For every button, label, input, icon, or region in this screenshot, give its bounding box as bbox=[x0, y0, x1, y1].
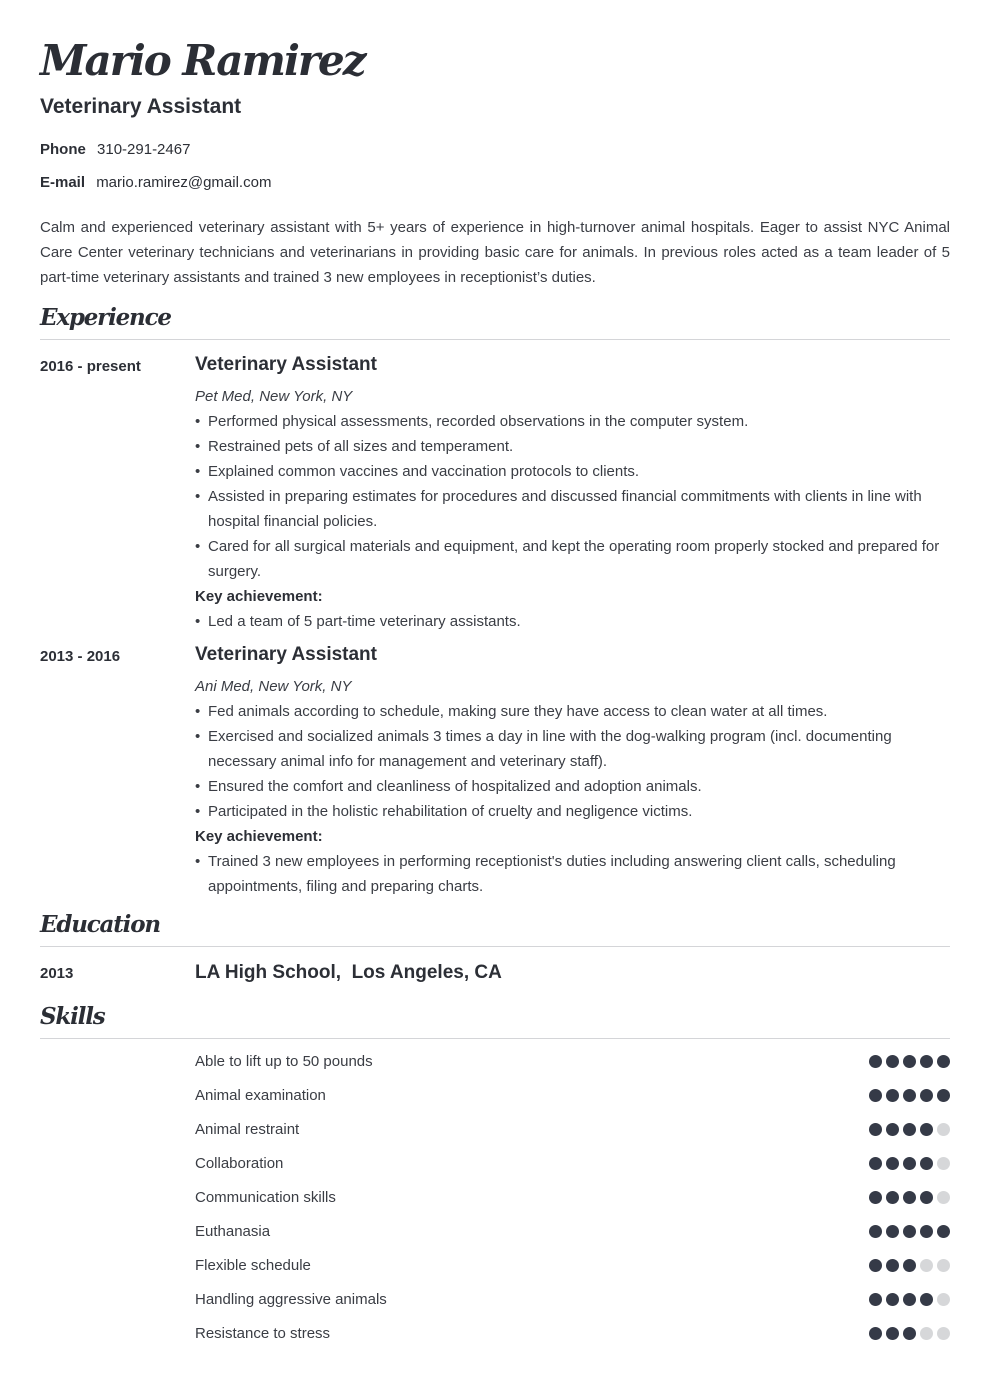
skill-name: Handling aggressive animals bbox=[195, 1291, 387, 1308]
candidate-name: Mario Ramirez bbox=[40, 36, 365, 85]
education-divider bbox=[40, 946, 950, 947]
skill-row bbox=[195, 1183, 950, 1217]
list-item: • Performed physical assessments, recorded observations in the computer system. bbox=[195, 409, 950, 434]
skill-rating bbox=[869, 1293, 950, 1306]
rating-dot-filled bbox=[869, 1259, 882, 1272]
rating-dot-filled bbox=[886, 1157, 899, 1170]
experience-role: Veterinary Assistant bbox=[195, 644, 377, 665]
list-item: • Explained common vaccines and vaccination protocols to clients. bbox=[195, 459, 950, 484]
email-value: mario.ramirez@gmail.com bbox=[96, 174, 272, 191]
rating-dot-filled bbox=[903, 1055, 916, 1068]
rating-dot-filled bbox=[886, 1089, 899, 1102]
rating-dot-empty bbox=[937, 1191, 950, 1204]
rating-dot-filled bbox=[886, 1191, 899, 1204]
list-item: • Ensured the comfort and cleanliness of hospitalized and adoption animals. bbox=[195, 774, 950, 799]
email-label: E-mail bbox=[40, 174, 86, 191]
list-item: • Led a team of 5 part-time veterinary assistants. bbox=[195, 609, 950, 634]
rating-dot-empty bbox=[937, 1293, 950, 1306]
skill-name: Animal examination bbox=[195, 1087, 326, 1104]
rating-dot-empty bbox=[937, 1327, 950, 1340]
rating-dot-filled bbox=[886, 1123, 899, 1136]
skill-row bbox=[195, 1149, 950, 1183]
rating-dot-filled bbox=[920, 1123, 933, 1136]
skill-row bbox=[195, 1285, 950, 1319]
skill-name: Flexible schedule bbox=[195, 1257, 311, 1274]
skill-rating bbox=[869, 1089, 950, 1102]
skill-rating bbox=[869, 1191, 950, 1204]
key-achievement-label: Key achievement: bbox=[195, 828, 323, 845]
experience-bullets bbox=[195, 409, 950, 584]
rating-dot-filled bbox=[920, 1293, 933, 1306]
skill-rating bbox=[869, 1225, 950, 1238]
rating-dot-filled bbox=[903, 1123, 916, 1136]
phone-label: Phone bbox=[40, 141, 86, 158]
rating-dot-filled bbox=[886, 1293, 899, 1306]
rating-dot-filled bbox=[869, 1327, 882, 1340]
rating-dot-filled bbox=[920, 1225, 933, 1238]
rating-dot-filled bbox=[869, 1055, 882, 1068]
skill-row bbox=[195, 1047, 950, 1081]
rating-dot-filled bbox=[937, 1089, 950, 1102]
skill-name: Euthanasia bbox=[195, 1223, 271, 1240]
rating-dot-filled bbox=[903, 1191, 916, 1204]
skill-name: Resistance to stress bbox=[195, 1325, 331, 1342]
skill-name: Communication skills bbox=[195, 1189, 336, 1206]
experience-company: Ani Med, New York, NY bbox=[195, 678, 352, 695]
experience-date: 2016 - present bbox=[40, 358, 141, 375]
list-item: • Trained 3 new employees in performing receptionist's duties including answering client calls, scheduling appointments, filing and preparing charts. bbox=[195, 849, 950, 899]
skill-rating bbox=[869, 1157, 950, 1170]
rating-dot-empty bbox=[937, 1123, 950, 1136]
rating-dot-filled bbox=[869, 1123, 882, 1136]
skill-rating bbox=[869, 1327, 950, 1340]
job-title: Veterinary Assistant bbox=[40, 95, 242, 118]
key-achievement-label: Key achievement: bbox=[195, 588, 323, 605]
rating-dot-filled bbox=[886, 1327, 899, 1340]
list-item: • Cared for all surgical materials and equipment, and kept the operating room properly stocked and prepared for surgery. bbox=[195, 534, 950, 584]
rating-dot-filled bbox=[886, 1259, 899, 1272]
skills-divider bbox=[40, 1038, 950, 1039]
list-item: • Exercised and socialized animals 3 times a day in line with the dog-walking program (incl. documenting necessary animal info for management and veterinary staff). bbox=[195, 724, 950, 774]
rating-dot-filled bbox=[903, 1259, 916, 1272]
summary-paragraph: Calm and experienced veterinary assistant with 5+ years of experience in high-turnover animal hospitals. Eager to assist NYC Animal Care Center veterinary technicians and veterinarians in providing basic care for animals. In previous roles acted as a team leader of 5 part-time veterinary assistants and trained 3 new employees in receptionist’s duties. bbox=[40, 219, 950, 286]
rating-dot-empty bbox=[920, 1327, 933, 1340]
skill-rating bbox=[869, 1123, 950, 1136]
skill-row bbox=[195, 1115, 950, 1149]
experience-body bbox=[195, 354, 950, 634]
rating-dot-filled bbox=[937, 1225, 950, 1238]
rating-dot-filled bbox=[903, 1157, 916, 1170]
experience-company: Pet Med, New York, NY bbox=[195, 388, 353, 405]
rating-dot-filled bbox=[903, 1293, 916, 1306]
experience-bullets bbox=[195, 699, 950, 824]
rating-dot-empty bbox=[937, 1157, 950, 1170]
rating-dot-filled bbox=[920, 1089, 933, 1102]
phone-value: 310-291-2467 bbox=[97, 141, 191, 158]
experience-divider bbox=[40, 339, 950, 340]
list-item: • Restrained pets of all sizes and temperament. bbox=[195, 434, 950, 459]
skills-list bbox=[195, 1047, 950, 1353]
skill-row bbox=[195, 1319, 950, 1353]
skill-rating bbox=[869, 1055, 950, 1068]
skill-row bbox=[195, 1081, 950, 1115]
rating-dot-filled bbox=[886, 1225, 899, 1238]
rating-dot-filled bbox=[886, 1055, 899, 1068]
rating-dot-filled bbox=[869, 1191, 882, 1204]
rating-dot-filled bbox=[937, 1055, 950, 1068]
rating-dot-filled bbox=[869, 1225, 882, 1238]
rating-dot-filled bbox=[903, 1327, 916, 1340]
skills-heading: Skills bbox=[40, 1003, 105, 1030]
skill-row bbox=[195, 1217, 950, 1251]
list-item: • Assisted in preparing estimates for procedures and discussed financial commitments with clients in line with hospital financial policies. bbox=[195, 484, 950, 534]
list-item: • Participated in the holistic rehabilitation of cruelty and negligence victims. bbox=[195, 799, 950, 824]
list-item: • Fed animals according to schedule, making sure they have access to clean water at all times. bbox=[195, 699, 950, 724]
experience-role: Veterinary Assistant bbox=[195, 354, 377, 375]
key-achievement-bullets bbox=[195, 609, 950, 634]
rating-dot-filled bbox=[869, 1157, 882, 1170]
rating-dot-filled bbox=[903, 1089, 916, 1102]
rating-dot-filled bbox=[869, 1089, 882, 1102]
experience-date: 2013 - 2016 bbox=[40, 648, 121, 665]
experience-body bbox=[195, 644, 950, 899]
education-heading: Education bbox=[40, 911, 160, 938]
contact-email bbox=[40, 174, 271, 191]
skill-rating bbox=[869, 1259, 950, 1272]
skill-name: Collaboration bbox=[195, 1155, 284, 1172]
skill-row bbox=[195, 1251, 950, 1285]
contact-phone bbox=[40, 141, 190, 158]
skill-name: Able to lift up to 50 pounds bbox=[195, 1053, 373, 1070]
key-achievement-bullets bbox=[195, 849, 950, 899]
rating-dot-filled bbox=[903, 1225, 916, 1238]
education-date: 2013 bbox=[40, 965, 74, 982]
rating-dot-filled bbox=[920, 1055, 933, 1068]
skill-name: Animal restraint bbox=[195, 1121, 300, 1138]
rating-dot-filled bbox=[869, 1293, 882, 1306]
experience-heading: Experience bbox=[40, 304, 171, 331]
rating-dot-filled bbox=[920, 1157, 933, 1170]
rating-dot-empty bbox=[937, 1259, 950, 1272]
education-school: LA High School, Los Angeles, CA bbox=[195, 962, 502, 983]
rating-dot-empty bbox=[920, 1259, 933, 1272]
rating-dot-filled bbox=[920, 1191, 933, 1204]
